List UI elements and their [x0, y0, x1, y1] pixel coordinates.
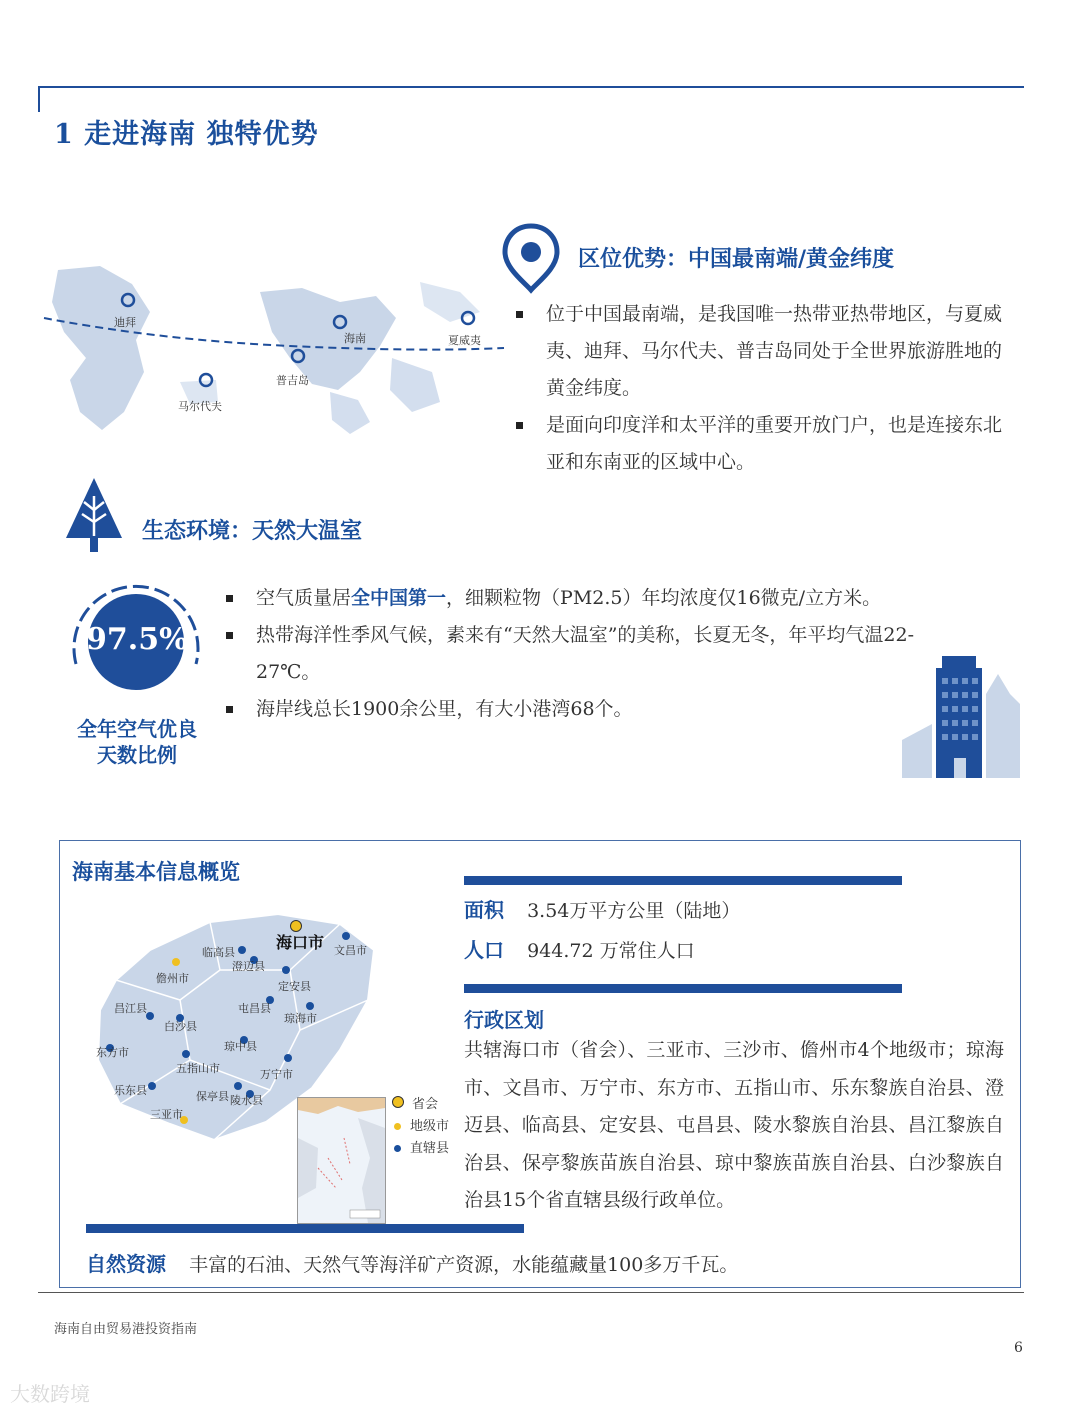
resources-row — [86, 1248, 738, 1277]
resources-value: 丰富的石油、天然气等海洋矿产资源，水能蕴藏量100多万千瓦。 — [189, 1254, 739, 1276]
ecology-heading: 生态环境：天然大温室 — [142, 518, 363, 544]
ecology-bullet: 空气质量居全中国第一，细颗粒物（PM2.5）年均浓度仅16微克/立方米。 — [222, 580, 922, 617]
map-label-maldives: 马尔代夫 — [178, 400, 222, 413]
map-label-city: 五指山市 — [176, 1062, 220, 1075]
map-label-city: 陵水县 — [230, 1094, 263, 1107]
gauge-caption-line1: 全年空气优良 — [77, 717, 197, 741]
legend-item: 省会 — [392, 1094, 449, 1116]
area-value: 3.54万平方公里（陆地） — [527, 900, 741, 922]
population-value: 944.72 万常住人口 — [527, 940, 695, 962]
map-label-hawaii: 夏威夷 — [448, 334, 481, 347]
legend-item: 直辖县 — [392, 1138, 449, 1160]
map-label-city: 三亚市 — [150, 1108, 183, 1121]
watermark: 大数跨境 — [10, 1382, 90, 1406]
map-legend — [392, 1094, 449, 1160]
map-label-city: 琼海市 — [284, 1012, 317, 1025]
map-label-dubai: 迪拜 — [114, 316, 136, 329]
map-label-city: 乐东县 — [114, 1084, 147, 1097]
footer-rule — [38, 1292, 1024, 1293]
population-row — [464, 934, 695, 963]
location-bullet: 是面向印度洋和太平洋的重要开放门户，也是连接东北亚和东南亚的区域中心。 — [512, 407, 1012, 481]
location-bullet: 位于中国最南端，是我国唯一热带亚热带地区，与夏威夷、迪拜、马尔代夫、普吉岛同处于全世界旅游胜地的黄金纬度。 — [512, 296, 1012, 407]
world-map — [40, 262, 510, 442]
map-label-city: 文昌市 — [334, 944, 367, 957]
gauge-caption — [62, 716, 212, 768]
admin-text: 共辖海口市（省会）、三亚市、三沙市、儋州市4个地级市；琼海市、文昌市、万宁市、东方市、五指山市、乐东黎族自治县、澄迈县、临高县、定安县、屯昌县、陵水黎族自治县、昌江黎族自治县、保亭黎族苗族自治县、琼中黎族苗族自治县、白沙黎族自治县15个省直辖县级行政单位。 — [464, 1039, 1004, 1211]
map-label-city: 白沙县 — [164, 1020, 197, 1033]
footer-text: 海南自由贸易港投资指南 — [54, 1322, 198, 1337]
admin-divider — [464, 984, 902, 993]
map-label-phuket: 普吉岛 — [276, 374, 309, 387]
map-label-city: 琼中县 — [224, 1040, 257, 1053]
header-rule — [38, 86, 1024, 88]
map-label-city: 保亭县 — [196, 1090, 229, 1103]
air-quality-gauge — [62, 574, 210, 702]
area-row — [464, 894, 740, 923]
location-heading: 区位优势：中国最南端/黄金纬度 — [578, 246, 895, 272]
page-number: 6 — [1014, 1340, 1023, 1356]
map-label-city: 昌江县 — [114, 1002, 147, 1015]
map-label-city: 定安县 — [278, 980, 311, 993]
map-label-city: 临高县 — [202, 946, 235, 959]
map-label-hainan: 海南 — [344, 332, 366, 345]
page-title: 1 走进海南 独特优势 — [54, 119, 319, 150]
map-label-city: 屯昌县 — [238, 1002, 271, 1015]
area-divider — [464, 876, 902, 885]
gauge-caption-line2: 天数比例 — [97, 743, 177, 767]
city-building-icon — [902, 654, 1024, 782]
gauge-value: 97.5% — [86, 622, 188, 657]
map-label-capital: 海口市 — [276, 933, 325, 952]
resources-divider — [86, 1224, 524, 1233]
highlight-first: 全中国第一 — [351, 587, 447, 609]
map-label-city: 东方市 — [96, 1046, 129, 1059]
ecology-bullet: 热带海洋性季风气候，素来有“天然大温室”的美称，长夏无冬，年平均气温22-27℃。 — [222, 617, 922, 691]
map-pin-icon — [500, 222, 562, 298]
ecology-bullets — [222, 580, 922, 728]
map-label-city: 澄迈县 — [232, 960, 265, 973]
tree-icon — [62, 476, 126, 558]
overview-title: 海南基本信息概览 — [72, 859, 240, 884]
location-bullets — [512, 296, 1012, 481]
map-label-city: 万宁市 — [260, 1068, 293, 1081]
admin-label: 行政区划 — [464, 1008, 544, 1032]
south-china-sea-inset-map — [297, 1097, 386, 1224]
population-label: 人口 — [464, 938, 504, 962]
legend-item: 地级市 — [392, 1116, 449, 1138]
ecology-bullet: 海岸线总长1900余公里，有大小港湾68个。 — [222, 691, 922, 728]
map-label-city: 儋州市 — [156, 972, 189, 985]
area-label: 面积 — [464, 898, 504, 922]
resources-label: 自然资源 — [86, 1252, 166, 1276]
header-rule-tick — [38, 86, 40, 112]
